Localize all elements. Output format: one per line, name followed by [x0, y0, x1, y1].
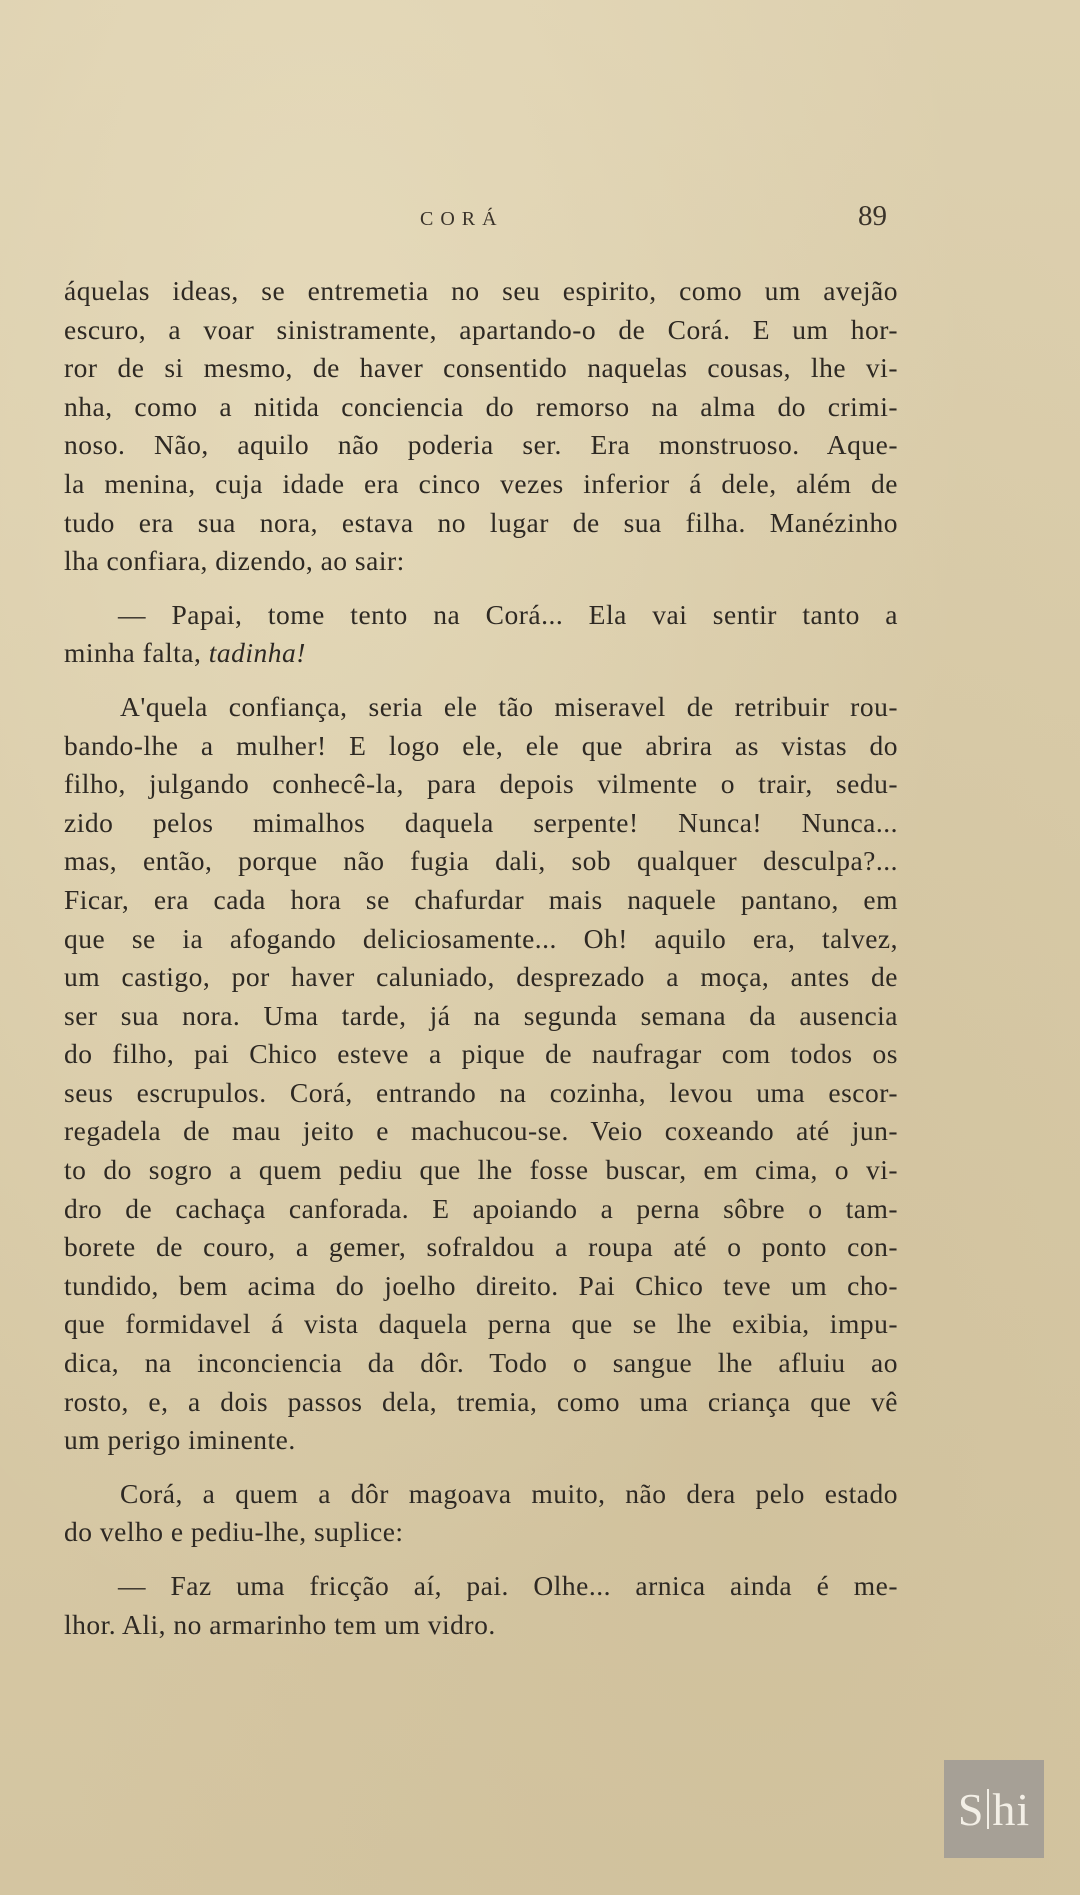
text-line: áquelas ideas, se entremetia no seu espirito, como um avejão — [64, 275, 898, 306]
text-line: do filho, pai Chico esteve a pique de naufragar com todos os — [64, 1038, 898, 1070]
running-head — [0, 200, 1080, 240]
text-line: escuro, a voar sinistramente, apartando-o de Corá. E um hor- — [64, 313, 898, 345]
logo-letter: S — [957, 1783, 985, 1835]
running-title: CORÁ — [420, 208, 504, 230]
text-line: ser sua nora. Uma tarde, já na segunda semana da ausencia — [64, 999, 898, 1031]
dialogue-line: — Faz uma fricção aí, pai. Olhe... arnica ainda é me- — [118, 1570, 898, 1601]
text-line: regadela de mau jeito e machucou-se. Veio coxeando até jun- — [64, 1115, 898, 1147]
text-line: um castigo, por haver caluniado, desprezado a moça, antes de — [64, 961, 898, 993]
text-line: to do sogro a quem pediu que lhe fosse buscar, em cima, o vi- — [64, 1154, 898, 1186]
text-line: rosto, e, a dois passos dela, tremia, como uma criança que vê — [64, 1385, 898, 1417]
text-line: lha confiara, dizendo, ao sair: — [64, 545, 405, 577]
text-line: la menina, cuja idade era cinco vezes inferior á dele, além de — [64, 467, 898, 499]
text-line: Corá, a quem a dôr magoava muito, não dera pelo estado — [120, 1477, 898, 1509]
text-line: Ficar, era cada hora se chafurdar mais naquele pantano, em — [64, 883, 898, 915]
text-line: que formidavel á vista daquela perna que se lhe exibia, impu- — [64, 1308, 898, 1340]
dialogue-line: — Papai, tome tento na Corá... Ela vai sentir tanto a — [118, 598, 898, 630]
body-text — [64, 272, 898, 1644]
text-line: A'quela confiança, seria ele tão miseravel de retribuir rou- — [120, 690, 898, 722]
dialogue-line — [64, 634, 898, 673]
text-line: seus escrupulos. Corá, entrando na cozinha, levou uma escor- — [64, 1076, 898, 1108]
text-line: nha, como a nitida conciencia do remorso na alma do crimi- — [64, 390, 898, 422]
dialogue-text: minha falta, — [64, 637, 209, 669]
text-line: filho, julgando conhecê-la, para depois vilmente o trair, sedu- — [64, 768, 898, 800]
text-line: borete de couro, a gemer, sofraldou a roupa até o ponto con- — [64, 1231, 898, 1263]
library-logo — [944, 1760, 1044, 1858]
text-line: ror de si mesmo, de haver consentido naquelas cousas, lhe vi- — [64, 352, 898, 384]
text-line: zido pelos mimalhos daquela serpente! Nunca! Nunca... — [64, 806, 898, 838]
text-line: tundido, bem acima do joelho direito. Pai Chico teve um cho- — [64, 1269, 898, 1301]
text-line: que se ia afogando deliciosamente... Oh! aquilo era, talvez, — [64, 922, 898, 954]
text-line: um perigo iminente. — [64, 1424, 296, 1456]
text-line: do velho e pediu-lhe, suplice: — [64, 1516, 404, 1548]
text-line: dica, na inconciencia da dôr. Todo o sangue lhe afluiu ao — [64, 1347, 898, 1379]
italic-word: tadinha! — [208, 637, 306, 669]
text-line: tudo era sua nora, estava no lugar de sua filha. Manézinho — [64, 506, 898, 538]
logo-letters: hi — [992, 1783, 1031, 1835]
page-number: 89 — [858, 200, 887, 232]
dialogue-line: lhor. Ali, no armarinho tem um vidro. — [64, 1608, 496, 1640]
text-line: noso. Não, aquilo não poderia ser. Era monstruoso. Aque- — [64, 429, 898, 461]
logo-bar — [987, 1789, 989, 1829]
text-line: dro de cachaça canforada. E apoiando a perna sôbre o tam- — [64, 1192, 898, 1224]
text-line: mas, então, porque não fugia dali, sob qualquer desculpa?... — [64, 845, 898, 877]
text-line: bando-lhe a mulher! E logo ele, ele que abrira as vistas do — [64, 729, 898, 761]
